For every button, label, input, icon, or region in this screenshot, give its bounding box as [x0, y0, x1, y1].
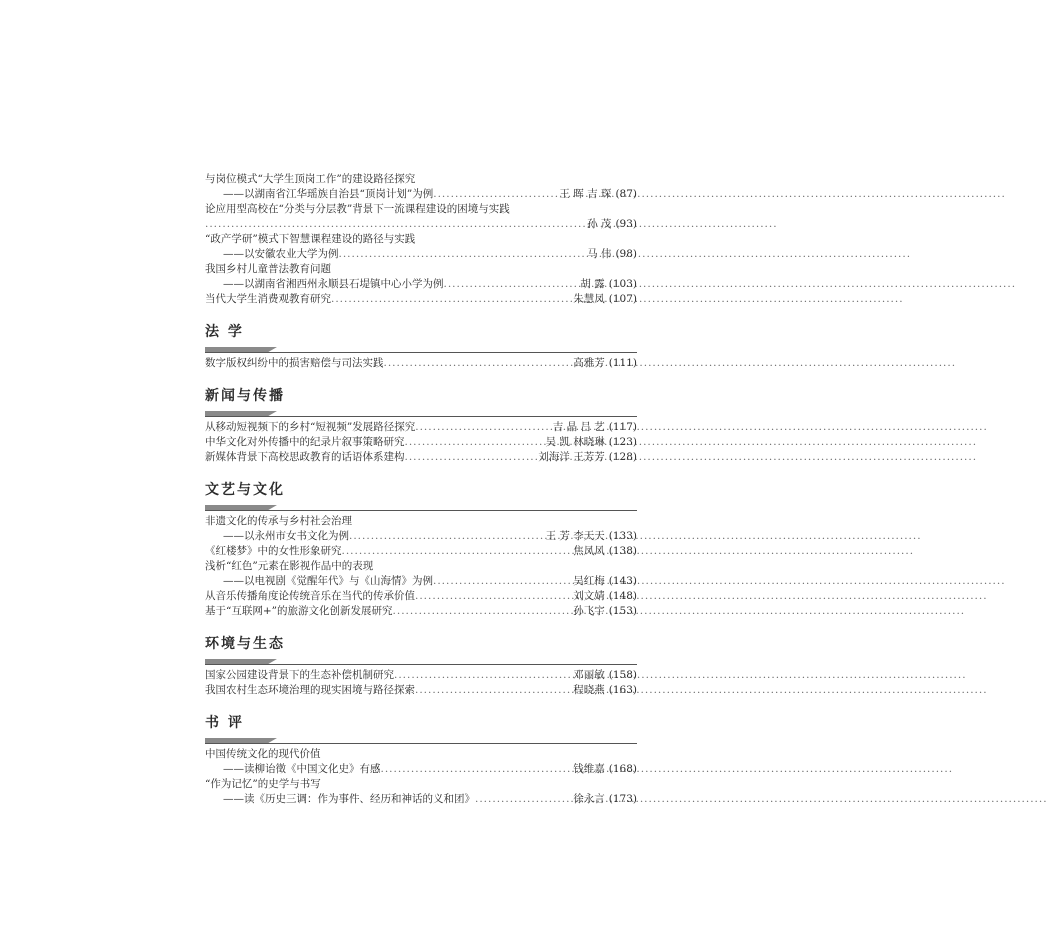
entry-page-number: (158) [608, 669, 637, 681]
section-title: 新闻与传播 [205, 388, 285, 404]
entry-subtitle: ——读柳诒徵《中国文化史》有感 [223, 763, 381, 775]
entry-title: 中国传统文化的现代价值 [205, 748, 321, 760]
entry-author: 钱维嘉 [573, 763, 605, 775]
entry-author: 吴红梅 [573, 575, 605, 587]
section-title: 文艺与文化 [205, 482, 285, 498]
leader-dots [331, 292, 571, 307]
entry-author: 吉 晶 吕 艺 [552, 421, 605, 433]
toc-entry[interactable] [205, 435, 637, 450]
leader-dots [381, 762, 572, 777]
toc-entry[interactable] [205, 604, 637, 619]
toc-section [205, 714, 637, 807]
entry-subtitle: ——以电视剧《觉醒年代》与《山海情》为例 [223, 575, 433, 587]
section-title: 书 评 [205, 715, 244, 731]
entry-author: 孙 茂 [587, 218, 612, 230]
leader-dots [205, 217, 585, 232]
entry-author: 高雅芳 [573, 357, 605, 369]
entry-subtitle: ——以湖南省江华瑶族自治县“顶岗计划”为例 [223, 188, 434, 200]
entry-title: 论应用型高校在“分类与分层教”背景下一流课程建设的困境与实践 [205, 203, 510, 215]
entry-author: 刘文婧 [573, 590, 605, 602]
entry-page-number: (128) [608, 451, 637, 463]
toc-section [205, 387, 637, 465]
leader-dots [415, 420, 551, 435]
leader-dots [475, 792, 571, 807]
toc-entry[interactable] [205, 232, 637, 247]
entry-subtitle: ——以湖南省湘西州永顺县石堤镇中心小学为例 [223, 278, 444, 290]
toc-entry[interactable] [205, 277, 637, 292]
entry-page-number: (153) [608, 605, 637, 617]
entry-page-number: (163) [608, 684, 637, 696]
entry-author: 吴 凯 林晓琳 [545, 436, 605, 448]
leader-dots [349, 529, 544, 544]
toc-entry[interactable] [205, 450, 637, 465]
toc-entry[interactable] [205, 792, 637, 807]
entry-page-number: (98) [615, 248, 637, 260]
entry-author: 徐永言 [573, 793, 605, 805]
entry-author: 孙飞宇 [573, 605, 605, 617]
leader-dots [405, 435, 544, 450]
section-title: 环境与生态 [205, 636, 285, 652]
entry-page-number: (103) [608, 278, 637, 290]
toc-entry[interactable] [205, 187, 637, 202]
leader-dots [405, 450, 537, 465]
entry-page-number: (138) [608, 545, 637, 557]
entry-title: 《红楼梦》中的女性形象研究 [205, 545, 342, 557]
section-divider [205, 738, 637, 744]
entry-title: 当代大学生消费观教育研究 [205, 293, 331, 305]
entry-title: 从音乐传播角度论传统音乐在当代的传承价值 [205, 590, 415, 602]
leader-dots [384, 356, 572, 371]
entry-author: 王 芳 李天天 [545, 530, 605, 542]
leader-dots [433, 187, 557, 202]
leader-dots [433, 574, 571, 589]
leader-dots [394, 668, 571, 683]
toc-entry[interactable] [205, 356, 637, 371]
section-divider [205, 411, 637, 417]
entry-page-number: (143) [608, 575, 637, 587]
toc-entry[interactable] [205, 777, 637, 792]
toc-entry[interactable] [205, 420, 637, 435]
entry-title: 从移动短视频下的乡村“短视频”发展路径探究 [205, 421, 416, 433]
entry-page-number: (107) [608, 293, 637, 305]
leader-dots [415, 589, 571, 604]
toc-entry[interactable] [205, 544, 637, 559]
toc-entry[interactable] [205, 574, 637, 589]
entry-author: 朱慧凤 [573, 293, 605, 305]
leader-dots [342, 544, 572, 559]
entry-author: 胡 露 [580, 278, 605, 290]
entry-page-number: (168) [608, 763, 637, 775]
entry-page-number: (111) [608, 357, 637, 369]
entry-title: 非遗文化的传承与乡村社会治理 [205, 515, 352, 527]
toc-entry[interactable] [205, 172, 637, 187]
leader-dots [339, 247, 586, 262]
toc-entry[interactable] [205, 292, 637, 307]
entry-page-number: (133) [608, 530, 637, 542]
entry-author: 程晓燕 [573, 684, 605, 696]
toc-entry[interactable] [205, 762, 637, 777]
section-divider [205, 347, 637, 353]
entry-author: 王 晖 吉 琛 [559, 188, 612, 200]
entry-page-number: (148) [608, 590, 637, 602]
table-of-contents [205, 172, 637, 823]
toc-entry[interactable] [205, 247, 637, 262]
entry-page-number: (87) [615, 188, 637, 200]
entry-page-number: (117) [608, 421, 637, 433]
toc-entry[interactable] [205, 559, 637, 574]
toc-entry[interactable] [205, 529, 637, 544]
entry-title: 中华文化对外传播中的纪录片叙事策略研究 [205, 436, 405, 448]
entry-subtitle: ——以安徽农业大学为例 [223, 248, 339, 260]
toc-entry[interactable] [205, 683, 637, 698]
entry-title: 基于“互联网+”的旅游文化创新发展研究 [205, 605, 393, 617]
entry-title: 我国乡村儿童普法教育问题 [205, 263, 331, 275]
entry-title: “作为记忆”的史学与书写 [205, 778, 321, 790]
entry-title: 我国农村生态环境治理的现实困境与路径探索 [205, 684, 415, 696]
entry-page-number: (123) [608, 436, 637, 448]
section-divider [205, 505, 637, 511]
toc-entry[interactable] [205, 668, 637, 683]
entry-subtitle: ——以永州市女书文化为例 [223, 530, 349, 542]
entry-title: 新媒体背景下高校思政教育的话语体系建构 [205, 451, 405, 463]
entry-page-number: (93) [615, 218, 637, 230]
toc-section [205, 172, 637, 307]
entry-author: 刘海洋 王芳芳 [538, 451, 605, 463]
toc-entry[interactable] [205, 202, 637, 217]
toc-entry[interactable] [205, 217, 637, 232]
toc-entry[interactable] [205, 262, 637, 277]
entry-author: 邓丽敏 [573, 669, 605, 681]
toc-section [205, 635, 637, 698]
entry-title: 国家公园建设背景下的生态补偿机制研究 [205, 669, 394, 681]
toc-entry[interactable] [205, 514, 637, 529]
entry-title: “政产学研”模式下智慧课程建设的路径与实践 [205, 233, 416, 245]
section-title: 法 学 [205, 324, 244, 340]
leader-dots [415, 683, 571, 698]
leader-dots [393, 604, 572, 619]
toc-entry[interactable] [205, 747, 637, 762]
toc-section [205, 323, 637, 371]
entry-title: 浅析“红色”元素在影视作品中的表现 [205, 560, 374, 572]
entry-author: 焦凤风 [573, 545, 605, 557]
toc-section [205, 481, 637, 619]
entry-subtitle: ——读《历史三调：作为事件、经历和神话的义和团》 [223, 793, 475, 805]
section-divider [205, 659, 637, 665]
entry-title: 数字版权纠纷中的损害赔偿与司法实践 [205, 357, 384, 369]
toc-entry[interactable] [205, 589, 637, 604]
leader-dots [444, 277, 579, 292]
entry-author: 马 伟 [587, 248, 612, 260]
entry-page-number: (173) [608, 793, 637, 805]
entry-title: 与岗位模式“大学生顶岗工作”的建设路径探究 [205, 173, 416, 185]
